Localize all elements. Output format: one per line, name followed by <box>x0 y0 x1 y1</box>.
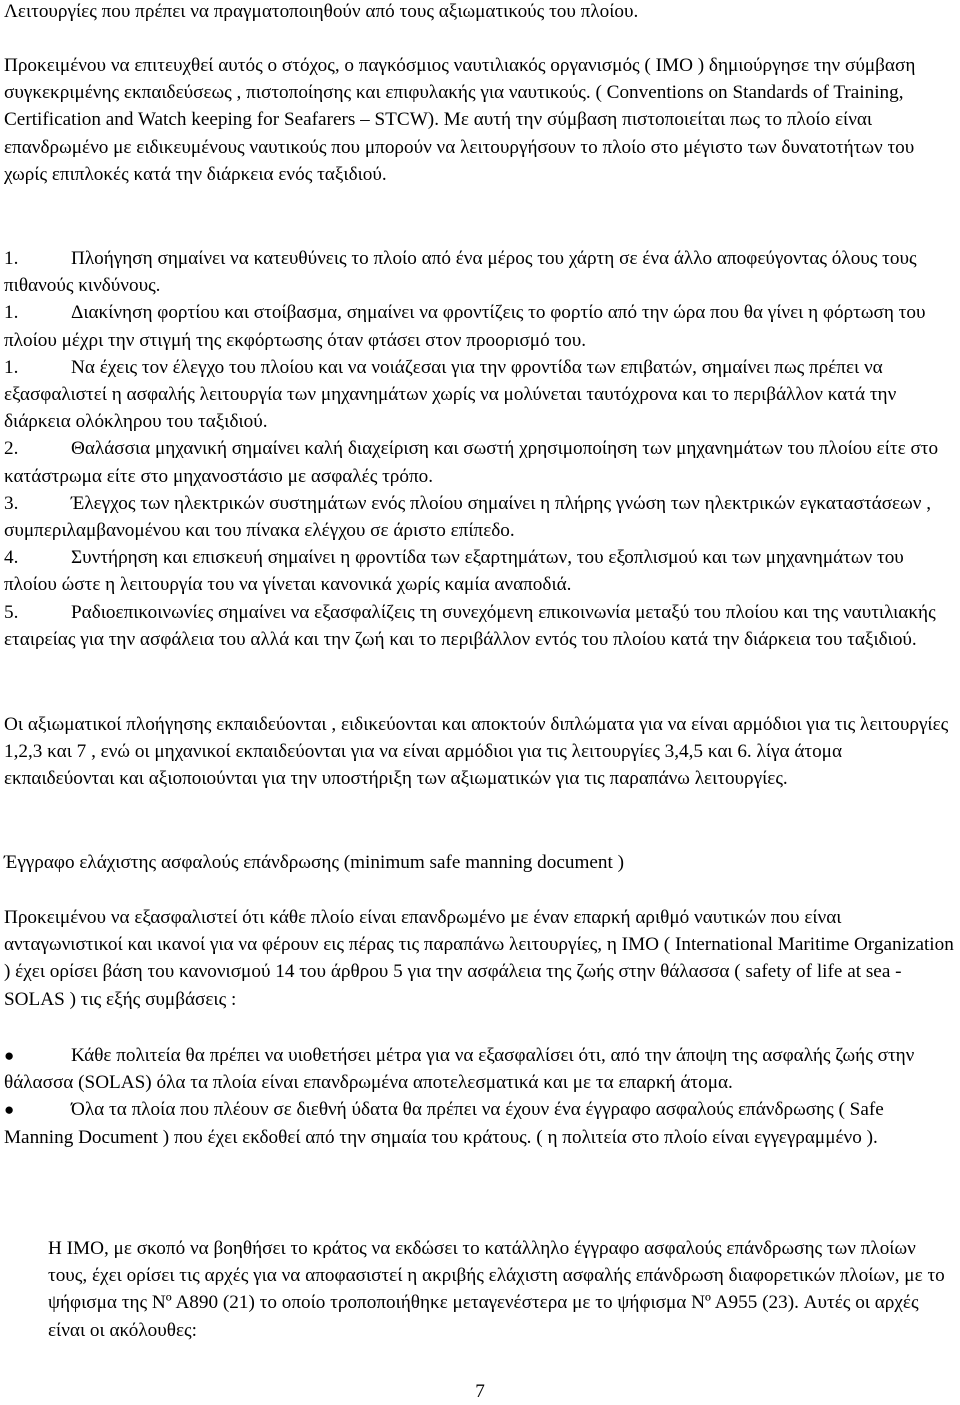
list-item: 1. Να έχεις τον έλεγχο του πλοίου και να νοιάζεσαι για την φροντίδα των επιβατών, σημαίνει πως πρέπει να εξασφαλιστεί η ασφαλής λειτουργία των μηχανημάτων χωρίς να μολύνεται ταυτόχρονα και το περιβάλλον κατά την διάρκεια ολόκληρου του ταξιδιού. <box>4 354 954 436</box>
list-number: 1. <box>4 302 19 324</box>
list-item: 1. Πλοήγηση σημαίνει να κατευθύνεις το πλοίο από ένα μέρος του χάρτη σε ένα άλλο αποφεύγοντας όλους τους πιθανούς κινδύνους. <box>4 245 954 299</box>
page-number: 7 <box>475 1381 485 1402</box>
list-item: 3. Έλεγχος των ηλεκτρικών συστημάτων ενός πλοίου σημαίνει η πλήρης γνώση των ηλεκτρικών εγκαταστάσεων , συμπεριλαμβανομένου και του πίνακα ελέγχου σε άριστο επίπεδο. <box>4 490 954 544</box>
section-title: Έγγραφο ελάχιστης ασφαλούς επάνδρωσης (minimum safe manning document ) <box>4 852 625 873</box>
stcw-english-text: ( Conventions on Standards of Training, Certification and Watch keeping for Seafarers – STCW). <box>4 82 904 131</box>
list-item: 1. Διακίνηση φορτίου και στοίβασμα, σημαίνει να φροντίζεις το φορτίο από την ώρα που θα γίνει η φόρτωση του πλοίου μέχρι την στιγμή της εκφόρτωσης όταν φτάσει στον προορισμό του. <box>4 299 954 353</box>
bullet-list <box>4 1042 954 1151</box>
list-item: 2. Θαλάσσια μηχανική σημαίνει καλή διαχείριση και σωστή χρησιμοποίηση των μηχανημάτων του πλοίου είτε στο κατάστρωμα είτε στο μηχανοστάσιο με ασφαλές τρόπο. <box>4 435 954 489</box>
list-number: 2. <box>4 438 19 460</box>
list-item: 5. Ραδιοεπικοινωνίες σημαίνει να εξασφαλίζεις τη συνεχόμενη επικοινωνία μεταξύ του πλοίου και της ναυτιλιακής εταιρείας για την ασφάλεια του αλλά και την ζωή και το περιβάλλον εντός του πλοίου κατά την διάρκεια του ταξιδιού. <box>4 599 954 653</box>
officers-paragraph: Οι αξιωματικοί πλοήγησης εκπαιδεύονται , ειδικεύονται και αποκτούν διπλώματα για να είναι αρμόδιοι για τις λειτουργίες 1,2,3 και 7 , ενώ οι μηχανικοί εκπαιδεύονται για να είναι αρμόδιοι για τις λειτουργίες 3,4,5 και 6. λίγα άτομα εκπαιδεύονται και αξιοποιούνται για την υποστήριξη των αξιωματικών για τις παραπάνω λειτουργίες. <box>4 714 949 790</box>
imo-resolution-paragraph: Η IMO, με σκοπό να βοηθήσει το κράτος να εκδώσει το κατάλληλο έγγραφο ασφαλούς επάνδρωσης των πλοίων τους, έχει ορίσει τις αρχές για να αποφασιστεί η ακριβής ελάχιστη ασφαλής επάνδρωση διαφορετικών πλοίων, με το ψήφισμα της Nº A890 (21) το οποίο τροποποιήθηκε μεταγενέστερα με το ψήφισμα Nº A955 (23). Αυτές οι αρχές είναι οι ακόλουθες: <box>48 1238 945 1341</box>
list-item: 4. Συντήρηση και επισκευή σημαίνει η φροντίδα των εξαρτημάτων, του εξοπλισμού και των μηχανημάτων του πλοίου ώστε η λειτουργία του να γίνεται κανονικά χωρίς καμία αναποδιά. <box>4 544 954 598</box>
functions-intro: Λειτουργίες που πρέπει να πραγματοποιηθούν από τους αξιωματικούς του πλοίου. <box>4 1 639 22</box>
bullet-item: ● Όλα τα πλοία που πλέουν σε διεθνή ύδατα θα πρέπει να έχουν ένα έγγραφο ασφαλούς επάνδρωσης ( Safe Manning Document ) που έχει εκδοθεί από την σημαία του κράτους. ( η πολιτεία στο πλοίο είναι εγγεγραμμένο ). <box>4 1096 954 1150</box>
list-number: 3. <box>4 492 19 514</box>
bullet-item: ● Κάθε πολιτεία θα πρέπει να υιοθετήσει μέτρα για να εξασφαλίσει ότι, από την άποψη της ασφαλής ζωής στην θάλασσα (SOLAS) όλα τα πλοία είναι επανδρωμένα αποτελεσματικά και με τα επαρκή άτομα. <box>4 1042 954 1096</box>
list-number: 1. <box>4 356 19 378</box>
functions-list <box>4 245 954 653</box>
bullet-icon: ● <box>4 1100 15 1120</box>
stcw-paragraph <box>4 52 954 188</box>
heading-paragraph <box>4 0 954 25</box>
bullet-icon: ● <box>4 1046 15 1065</box>
list-number: 4. <box>4 547 19 569</box>
stcw-certification-text: Με αυτή την σύμβαση πιστοποιείται πως το πλοίο είναι επανδρωμένο με ειδικευμένους ναυτικούς που μπορούν να λειτουργήσουν το πλοίο στο μέγιστο των δυνατοτήτων του χωρίς επιπλοκές κατά την διάρκεια ενός ταξιδιού. <box>4 109 915 185</box>
imo-convention-text: Προκειμένου να επιτευχθεί αυτός ο στόχος, ο παγκόσμιος ναυτιλιακός οργανισμός ( IMO ) δημιούργησε την σύμβαση συγκεκριμένης εκπαιδεύσεως , πιστοποίησης και επιφυλακής για ναυτικούς. <box>4 55 916 104</box>
list-number: 5. <box>4 601 19 623</box>
imo-solas-paragraph: Προκειμένου να εξασφαλιστεί ότι κάθε πλοίο είναι επανδρωμένο με έναν επαρκή αριθμό ναυτικών που είναι ανταγωνιστικοί και ικανοί για να φέρουν εις πέρας τις παραπάνω λειτουργίες, η IMO ( International Maritime Organization ) έχει ορίσει βάση του κανονισμού 14 του άρθρου 5 για την ασφάλεια της ζωής στην θάλασσα ( safety of life at sea - SOLAS ) τις εξής συμβάσεις : <box>4 907 954 1010</box>
list-number: 1. <box>4 248 19 269</box>
